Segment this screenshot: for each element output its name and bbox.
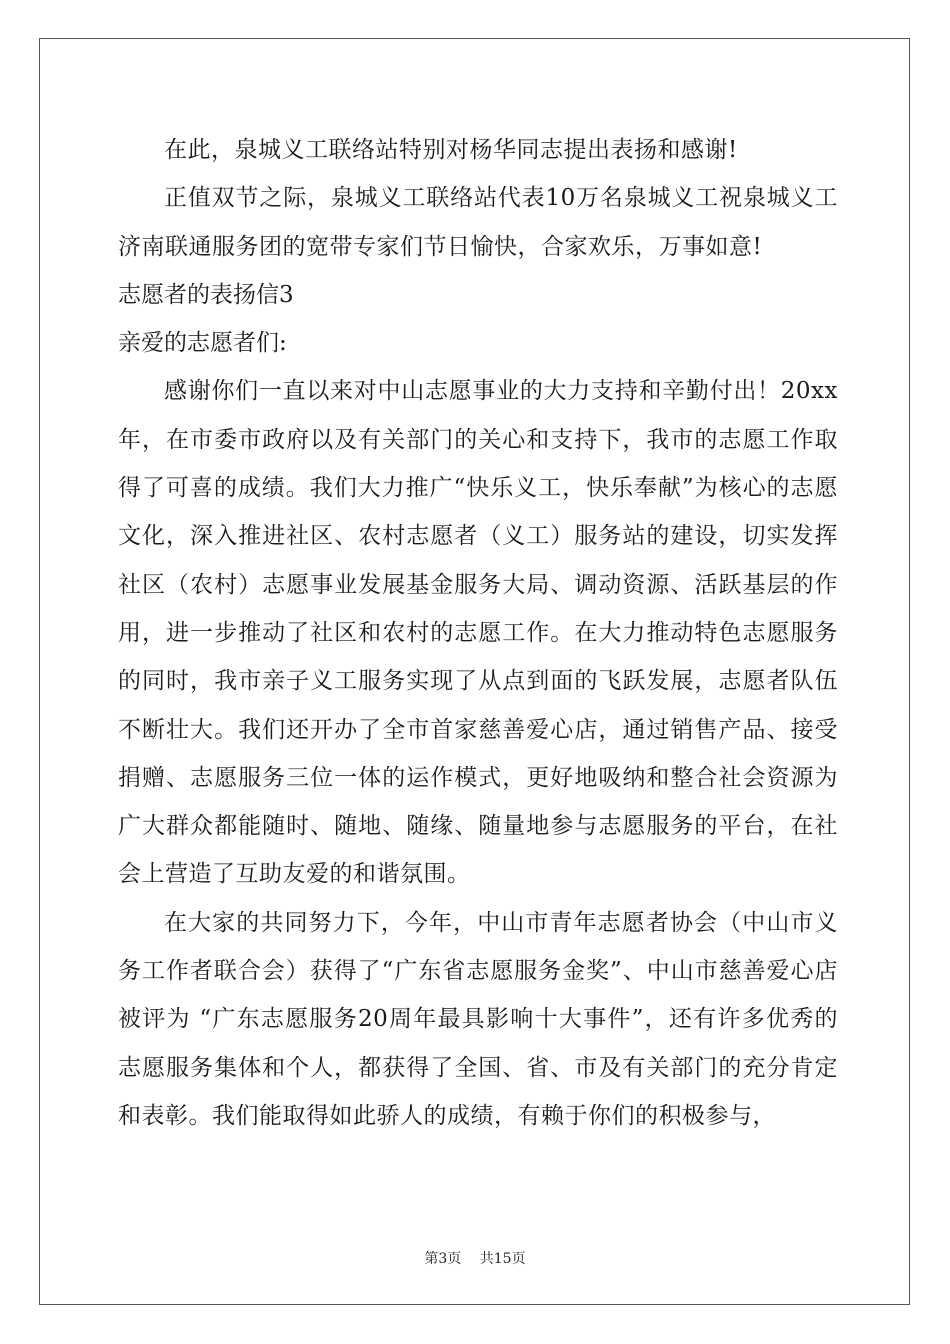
letter-salutation: 亲爱的志愿者们: xyxy=(118,330,287,357)
paragraph-holiday-greeting: 正值双节之际，泉城义工联络站代表10万名泉城义工祝泉城义工济南联通服务团的宽带专家们节日愉快，合家欢乐，万事如意! xyxy=(118,185,838,260)
paragraph-awards: 在大家的共同努力下，今年，中山市青年志愿者协会（中山市义务工作者联合会）获得了“广东省志愿服务金奖”、中山市慈善爱心店被评为 “广东志愿服务20周年最具影响十大事件”，还有许多优秀的志愿服务集体和个人，都获得了全国、省、市及有关部门的充分肯定和表彰。我们能取得如此骄人的成绩，有赖于你们的积极参与， xyxy=(118,909,838,1129)
letter-title: 志愿者的表扬信3 xyxy=(118,281,294,308)
paragraph-achievements: 感谢你们一直以来对中山志愿事业的大力支持和辛勤付出！20xx年，在市委市政府以及有关部门的关心和支持下，我市的志愿工作取得了可喜的成绩。我们大力推广“快乐义工，快乐奉献”为核心的志愿文化，深入推进社区、农村志愿者（义工）服务站的建设，切实发挥社区（农村）志愿事业发展基金服务大局、调动资源、活跃基层的作用，进一步推动了社区和农村的志愿工作。在大力推动特色志愿服务的同时，我市亲子义工服务实现了从点到面的飞跃发展，志愿者队伍不断壮大。我们还开办了全市首家慈善爱心店，通过销售产品、接受捐赠、志愿服务三位一体的运作模式，更好地吸纳和整合社会资源为广大群众都能随时、随地、随缘、随量地参与志愿服务的平台，在社会上营造了互助友爱的和谐氛围。 xyxy=(118,378,838,888)
page-total: 共15页 xyxy=(479,1251,526,1267)
document-body xyxy=(118,126,838,1140)
page-footer xyxy=(0,1250,950,1268)
page-number: 第3页 xyxy=(424,1251,462,1267)
paragraph-thanks: 在此，泉城义工联络站特别对杨华同志提出表扬和感谢! xyxy=(164,137,738,163)
